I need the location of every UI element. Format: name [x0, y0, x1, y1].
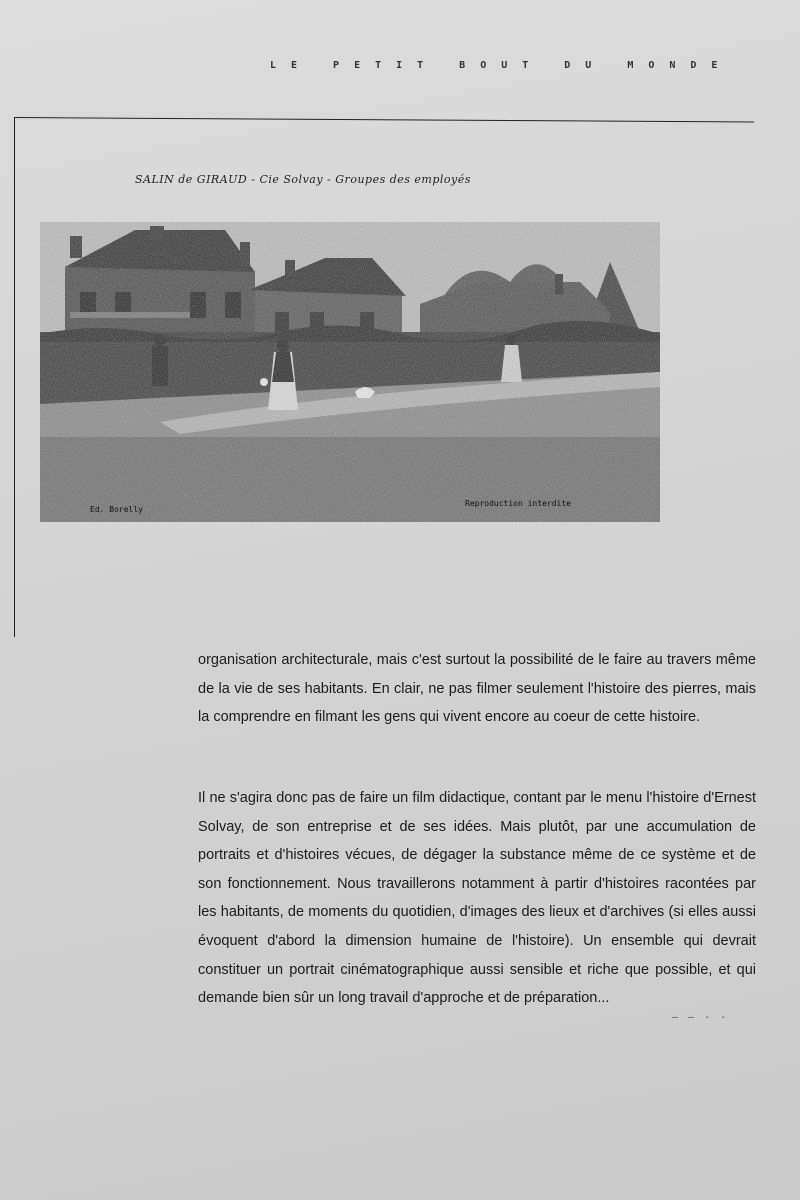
paragraph-1: organisation architecturale, mais c'est surtout la possibilité de le faire au travers même de la vie de ses habitants. En clair, ne pas filmer seulement l'histoire des pierres, mais la comprendre en filmant les gens qui vivent encore au coeur de cette histoire.	[198, 652, 756, 726]
archival-photo	[40, 222, 660, 522]
paragraph-2: Il ne s'agira donc pas de faire un film didactique, contant par le menu l'histoire d'Ernest Solvay, de son entreprise et de ses idées. Mais plutôt, par une accumulation de portraits et d'histoires vécues, de dégager la substance même de ce système et de son fonctionnement. Nous travaillerons notamment à partir d'histoires racontées par les habitants, de moments du quotidien, d'images des lieux et d'archives (si elles aussi évoquent d'abord la dimension humaine de l'histoire). Un ensemble qui devrait constituer un portrait cinématographique aussi sensible et riche que possible, et qui demande bien sûr un long travail d'approche et de préparation...	[198, 790, 756, 1007]
running-header: LE PETIT BOUT DU MONDE	[270, 60, 733, 71]
dash-mark: — — - -	[672, 1012, 729, 1023]
frame-top-rule	[14, 117, 754, 123]
photo-label-right: Reproduction interdite	[465, 499, 571, 508]
frame-left-rule	[14, 117, 15, 637]
photo-caption: SALIN de GIRAUD - Cie Solvay - Groupes des employés	[135, 173, 471, 186]
photo-label-left: Ed. Borelly	[90, 505, 143, 514]
